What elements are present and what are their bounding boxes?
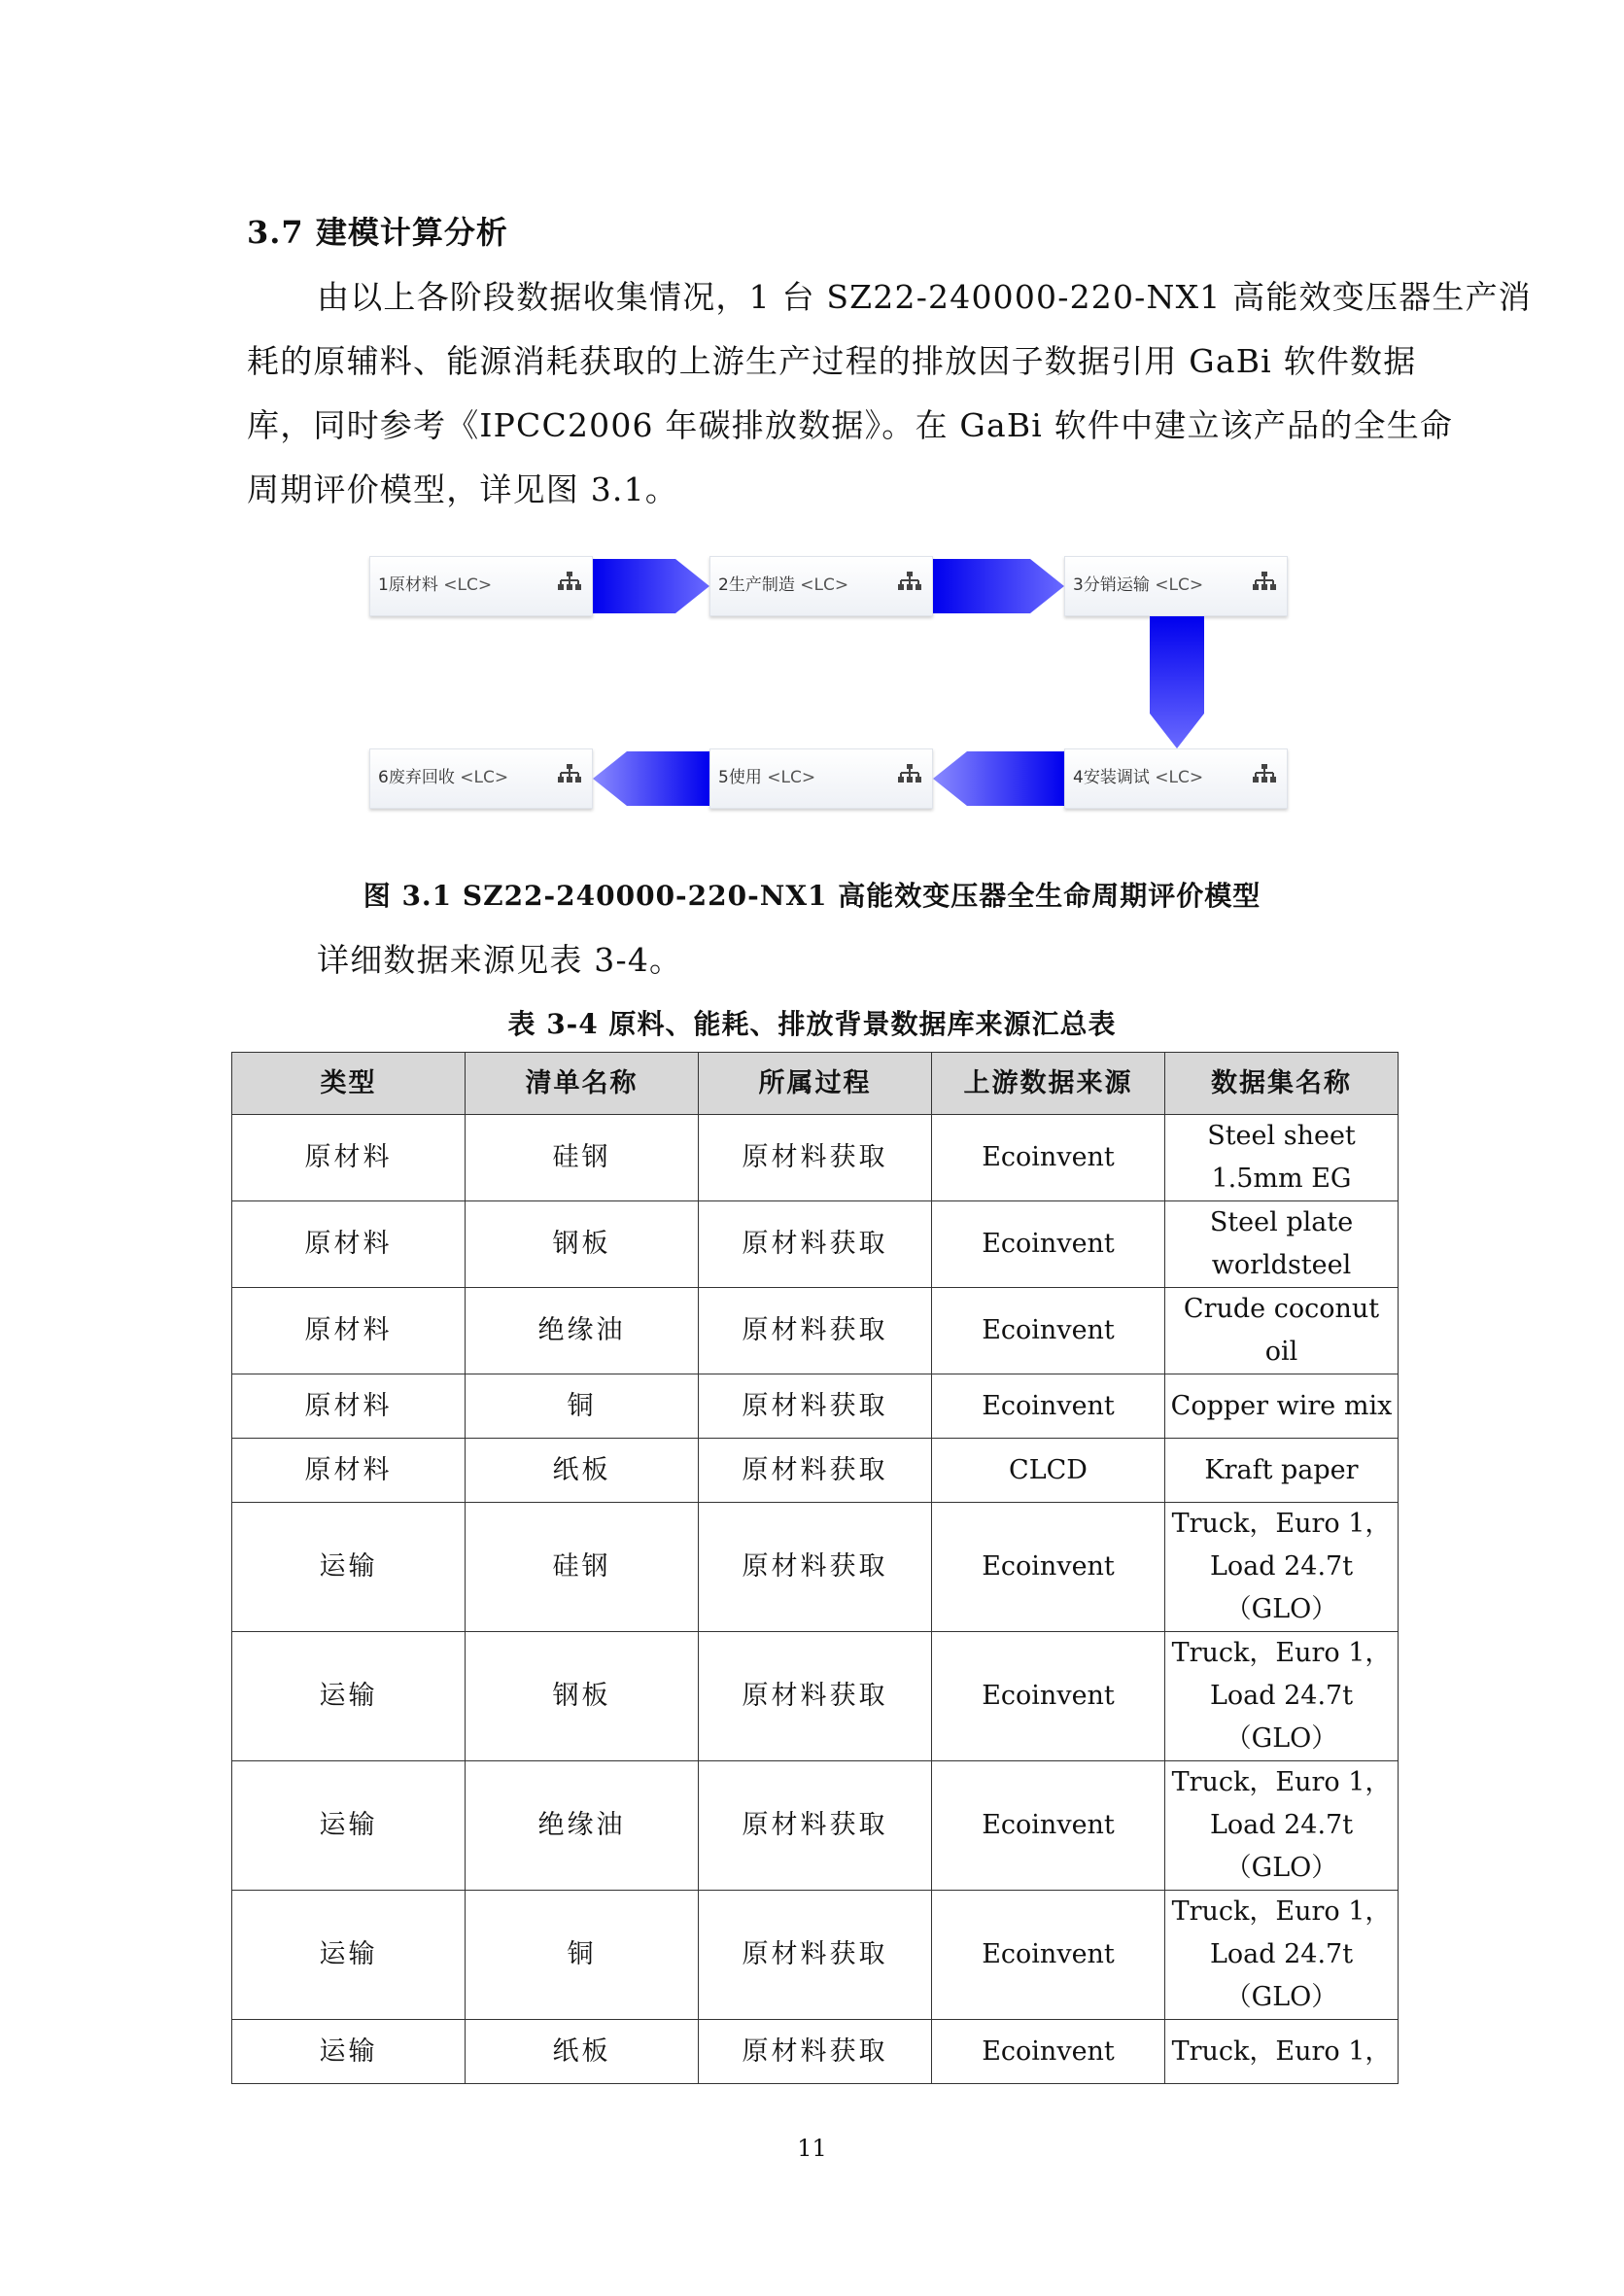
table-row (232, 1374, 1399, 1439)
table-cell: 钢板 (466, 1632, 699, 1761)
arrow-left-1 (933, 748, 1064, 809)
table-cell: 原材料 (232, 1201, 466, 1288)
table-row (232, 1288, 1399, 1374)
table-row (232, 1632, 1399, 1761)
node-label: 6废弃回收 (378, 768, 455, 787)
table-cell: 铜 (466, 1891, 699, 2020)
data-source-table (231, 1052, 1399, 2084)
table-cell: Copper wire mix (1165, 1374, 1399, 1439)
table-cell: Crude coconut oil (1165, 1288, 1399, 1374)
table-cell: 纸板 (466, 2020, 699, 2084)
hierarchy-icon (897, 571, 922, 594)
col-header-inventory-name: 清单名称 (466, 1053, 699, 1115)
table-row (232, 2020, 1399, 2084)
arrow-left-2 (593, 748, 709, 809)
table-cell: Ecoinvent (932, 1891, 1165, 2020)
arrow-down (1147, 616, 1207, 748)
table-cell: 原材料获取 (699, 1439, 932, 1503)
hierarchy-icon (557, 571, 582, 594)
table-cell: 原材料获取 (699, 1503, 932, 1632)
table-cell: Truck，Euro 1， Load 24.7t （GLO） (1165, 1632, 1399, 1761)
table-row (232, 1201, 1399, 1288)
table-row (232, 1115, 1399, 1201)
table-cell: Steel sheet 1.5mm EG (1165, 1115, 1399, 1201)
table-cell: 原材料获取 (699, 2020, 932, 2084)
table-caption: 表 3-4 原料、能耗、排放背景数据库来源汇总表 (507, 1008, 1117, 1040)
node-label: 3分销运输 (1073, 575, 1150, 595)
table-row (232, 1439, 1399, 1503)
table-cell: 原材料获取 (699, 1891, 932, 2020)
table-cell: Ecoinvent (932, 1374, 1165, 1439)
node-tag: <LC> (767, 768, 816, 787)
hierarchy-icon (897, 763, 922, 786)
hierarchy-icon (1252, 763, 1277, 786)
table-cell: 铜 (466, 1374, 699, 1439)
table-cell: Ecoinvent (932, 1761, 1165, 1891)
page-number: 11 (797, 2135, 827, 2162)
table-row (232, 1503, 1399, 1632)
paragraph-line-2: 耗的原辅料、能源消耗获取的上游生产过程的排放因子数据引用 GaBi 软件数据 (247, 342, 1417, 380)
table-cell: 绝缘油 (466, 1761, 699, 1891)
table-cell: 原材料 (232, 1439, 466, 1503)
table-cell: 原材料 (232, 1374, 466, 1439)
table-cell: Truck，Euro 1， (1165, 2020, 1399, 2084)
section-heading: 3.7 建模计算分析 (247, 214, 508, 251)
node-manufacturing (709, 556, 933, 616)
table-cell: 运输 (232, 1891, 466, 2020)
node-use (709, 748, 933, 809)
table-cell: Steel plate worldsteel (1165, 1201, 1399, 1288)
node-tag: <LC> (1155, 575, 1204, 595)
table-cell: CLCD (932, 1439, 1165, 1503)
table-cell: 运输 (232, 1761, 466, 1891)
node-label: 4安装调试 (1073, 768, 1150, 787)
table-cell: Ecoinvent (932, 1632, 1165, 1761)
table-cell: 纸板 (466, 1439, 699, 1503)
table-cell: 钢板 (466, 1201, 699, 1288)
table-cell: 原材料获取 (699, 1288, 932, 1374)
node-tag: <LC> (800, 575, 849, 595)
paragraph-table-ref: 详细数据来源见表 3-4。 (317, 941, 683, 979)
table-row (232, 1891, 1399, 2020)
node-installation (1064, 748, 1288, 809)
table-cell: 原材料获取 (699, 1374, 932, 1439)
table-cell: 硅钢 (466, 1115, 699, 1201)
table-cell: Truck，Euro 1， Load 24.7t （GLO） (1165, 1503, 1399, 1632)
node-tag: <LC> (443, 575, 493, 595)
table-cell: Ecoinvent (932, 1503, 1165, 1632)
table-cell: Ecoinvent (932, 1115, 1165, 1201)
node-label: 1原材料 (378, 575, 438, 595)
table-cell: 硅钢 (466, 1503, 699, 1632)
lifecycle-diagram (369, 544, 1302, 817)
table-header-row (232, 1053, 1399, 1115)
figure-caption: 图 3.1 SZ22-240000-220-NX1 高能效变压器全生命周期评价模型 (363, 880, 1261, 912)
node-distribution (1064, 556, 1288, 616)
node-tag: <LC> (460, 768, 509, 787)
col-header-dataset-name: 数据集名称 (1165, 1053, 1399, 1115)
table-cell: Kraft paper (1165, 1439, 1399, 1503)
table-cell: 原材料获取 (699, 1115, 932, 1201)
hierarchy-icon (557, 763, 582, 786)
paragraph-line-4: 周期评价模型，详见图 3.1。 (247, 470, 678, 508)
table-row (232, 1761, 1399, 1891)
table-cell: 原材料获取 (699, 1201, 932, 1288)
table-cell: 原材料获取 (699, 1632, 932, 1761)
paragraph-line-3: 库，同时参考《IPCC2006 年碳排放数据》。在 GaBi 软件中建立该产品的全生命 (247, 406, 1454, 444)
table-cell: Ecoinvent (932, 2020, 1165, 2084)
node-disposal-recycling (369, 748, 593, 809)
col-header-type: 类型 (232, 1053, 466, 1115)
table-cell: 运输 (232, 1632, 466, 1761)
table-cell: 绝缘油 (466, 1288, 699, 1374)
table-cell: Truck，Euro 1， Load 24.7t （GLO） (1165, 1891, 1399, 2020)
hierarchy-icon (1252, 571, 1277, 594)
arrow-right-2 (933, 556, 1064, 616)
arrow-right-1 (593, 556, 709, 616)
table-cell: Ecoinvent (932, 1288, 1165, 1374)
node-raw-material (369, 556, 593, 616)
paragraph-line-1: 由以上各阶段数据收集情况，1 台 SZ22-240000-220-NX1 高能效变压器生产消 (317, 278, 1532, 316)
table-cell: 原材料 (232, 1288, 466, 1374)
table-cell: 原材料 (232, 1115, 466, 1201)
node-tag: <LC> (1155, 768, 1204, 787)
table-cell: 运输 (232, 1503, 466, 1632)
table-cell: 原材料获取 (699, 1761, 932, 1891)
col-header-process: 所属过程 (699, 1053, 932, 1115)
col-header-upstream-source: 上游数据来源 (932, 1053, 1165, 1115)
node-label: 5使用 (718, 768, 762, 787)
node-label: 2生产制造 (718, 575, 795, 595)
table-cell: Ecoinvent (932, 1201, 1165, 1288)
table-cell: 运输 (232, 2020, 466, 2084)
table-cell: Truck，Euro 1， Load 24.7t （GLO） (1165, 1761, 1399, 1891)
